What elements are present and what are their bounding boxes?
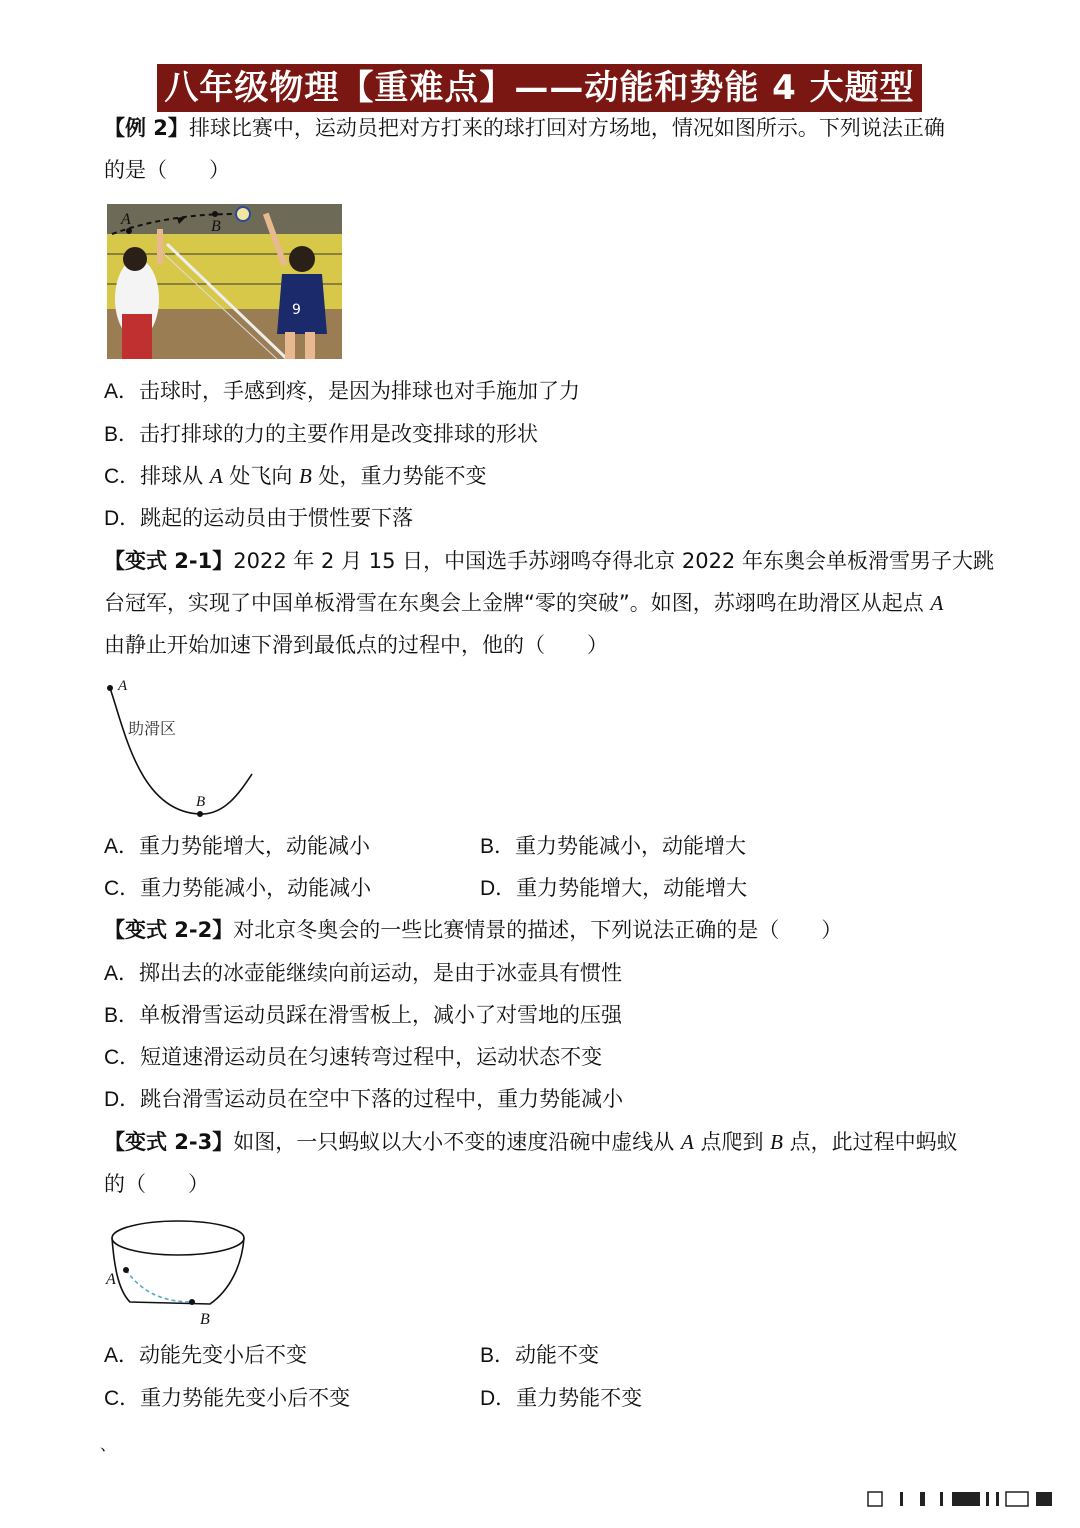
bowl-label-a: A (106, 1271, 116, 1288)
bowl-figure (100, 1210, 260, 1330)
example2-option-c[interactable]: C．排球从 A 处飞向 B 处，重力势能不变 (104, 464, 487, 488)
page-title: 八年级物理【重难点】——动能和势能 4 大题型 (157, 64, 922, 112)
example2-tag: 【例 2】 (104, 116, 189, 140)
variant2-3-line2: 的（ ） (104, 1172, 209, 1196)
variant2-2-line1: 【变式 2-2】对北京冬奥会的一些比赛情景的描述，下列说法正确的是（ ） (104, 918, 843, 942)
variant2-3-tag: 【变式 2-3】 (104, 1130, 234, 1154)
variant2-1-line2: 台冠军，实现了中国单板滑雪在东奥会上金牌“零的突破”。如图，苏翊鸣在助滑区从起点 A (104, 591, 944, 615)
variant2-3-option-a[interactable]: A．动能先变小后不变 (104, 1343, 308, 1367)
example2-line1 (104, 115, 945, 141)
example2-line2: 的是（ ） (104, 158, 230, 182)
example2-text1: 排球比赛中，运动员把对方打来的球打回对方场地，情况如图所示。下列说法正确 (188, 116, 945, 140)
variant2-3-option-b[interactable]: B．动能不变 (480, 1343, 600, 1367)
svg-text:9: 9 (292, 302, 301, 318)
variant2-3-line1: 【变式 2-3】如图，一只蚂蚁以大小不变的速度沿碗中虚线从 A 点爬到 B 点，此过程中蚂蚁 (104, 1130, 958, 1154)
variant2-3-option-d[interactable]: D．重力势能不变 (480, 1386, 643, 1410)
variant2-2-option-c[interactable]: C．短道速滑运动员在匀速转弯过程中，运动状态不变 (104, 1045, 603, 1069)
variant2-1-line1: 【变式 2-1】2022 年 2 月 15 日，中国选手苏翊鸣夺得北京 2022 年东奥会单板滑雪男子大跳 (104, 549, 994, 573)
slope-label-b: B (196, 794, 206, 810)
variant2-1-option-d[interactable]: D．重力势能增大，动能增大 (480, 876, 748, 900)
slope-region-label: 助滑区 (128, 719, 177, 738)
variant2-3-option-c[interactable]: C．重力势能先变小后不变 (104, 1386, 351, 1410)
variant2-2-option-b[interactable]: B．单板滑雪运动员踩在滑雪板上，减小了对雪地的压强 (104, 1003, 623, 1027)
watermark-bars (860, 1490, 1060, 1508)
slope-label-a: A (118, 678, 128, 694)
photo-label-b: B (211, 218, 221, 235)
footer-mark: 、 (100, 1435, 117, 1454)
photo-label-a: A (121, 211, 131, 228)
variant2-2-option-a[interactable]: A．掷出去的冰壶能继续向前运动，是由于冰壶具有惯性 (104, 961, 623, 985)
ski-slope-figure (100, 672, 270, 822)
variant2-1-option-a[interactable]: A．重力势能增大，动能减小 (104, 834, 371, 858)
variant2-1-option-b[interactable]: B．重力势能减小，动能增大 (480, 834, 747, 858)
volleyball-photo (107, 204, 342, 359)
variant2-2-tag: 【变式 2-2】 (104, 918, 234, 942)
bowl-label-b: B (200, 1311, 210, 1328)
example2-option-b[interactable]: B．击打排球的力的主要作用是改变排球的形状 (104, 422, 539, 446)
variant2-2-option-d[interactable]: D．跳台滑雪运动员在空中下落的过程中，重力势能减小 (104, 1087, 624, 1111)
variant2-1-line3: 由静止开始加速下滑到最低点的过程中，他的（ ） (104, 633, 608, 657)
example2-option-a[interactable]: A．击球时，手感到疼，是因为排球也对手施加了力 (104, 379, 581, 403)
variant2-1-tag: 【变式 2-1】 (104, 549, 234, 573)
variant2-1-option-c[interactable]: C．重力势能减小，动能减小 (104, 876, 372, 900)
example2-option-d[interactable]: D．跳起的运动员由于惯性要下落 (104, 506, 414, 530)
